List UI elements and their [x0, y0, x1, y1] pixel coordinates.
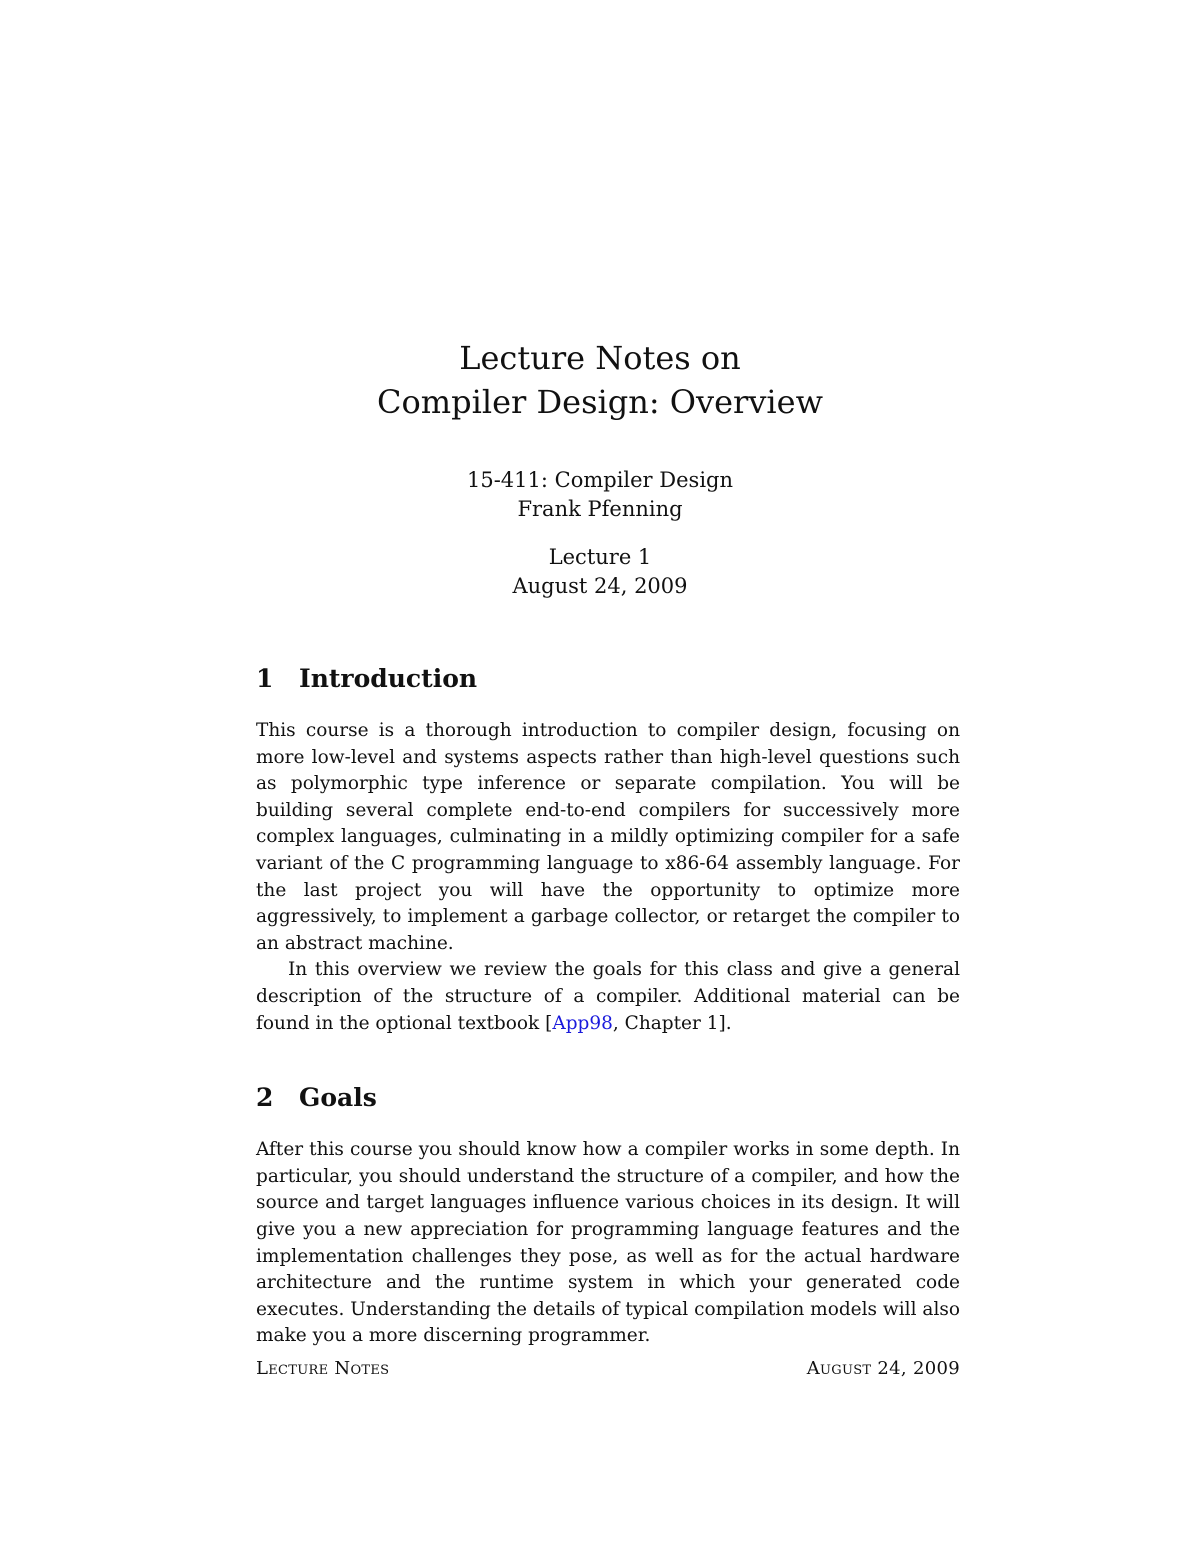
author-name: Frank Pfenning	[517, 497, 683, 521]
paragraph-text: , Chapter 1].	[612, 1012, 732, 1034]
footer-left: Lecture Notes	[256, 1358, 390, 1379]
section-heading	[256, 1079, 960, 1117]
lecture-label: Lecture 1	[548, 545, 652, 569]
paragraph-text: In this overview we review the goals for this class and give a general description of the structure of a compiler. Additional material can be found in the optional textbook [	[256, 959, 960, 1034]
course-name: 15-411: Compiler Design	[466, 468, 734, 492]
course-info	[0, 466, 1200, 524]
lecture-date: August 24, 2009	[512, 574, 688, 598]
section-heading	[256, 660, 960, 698]
paragraph	[256, 957, 960, 1037]
lecture-info	[0, 543, 1200, 601]
paragraph: This course is a thorough introduction to compiler design, focusing on more low-level and systems aspects rather than high-level questions such as polymorphic type inference or separate compilation. You will be building several complete end-to-end compilers for successively more complex languages, culminating in a mildly optimizing compiler for a safe variant of the C programming language to x86-64 assembly language. For the last project you will have the opportunity to optimize more aggressively, to implement a garbage collector, or retarget the compiler to an abstract machine.	[256, 720, 960, 954]
citation-link[interactable]: App98	[552, 1012, 613, 1034]
section-number: 1	[256, 664, 274, 693]
section-number: 2	[256, 1083, 274, 1113]
section-title: Introduction	[299, 664, 478, 693]
section-title: Goals	[299, 1083, 377, 1113]
paragraph: After this course you should know how a compiler works in some depth. In particular, you should understand the structure of a compiler, and how the source and target languages influence various choices in its design. It will give you a new appreciation for programming language features and the implementation challenges they pose, as well as for the actual hardware architecture and the runtime system in which your generated code executes. Understanding the details of typical compilation models will also make you a more discerning programmer.	[256, 1139, 960, 1347]
page-footer	[256, 1358, 960, 1379]
main-content	[256, 660, 960, 1350]
title-line-1: Lecture Notes on	[459, 339, 741, 377]
section-goals	[256, 1079, 960, 1350]
footer-right: August 24, 2009	[806, 1358, 960, 1379]
title-block	[0, 336, 1200, 601]
title-line-2: Compiler Design: Overview	[377, 383, 823, 421]
section-introduction	[256, 660, 960, 1037]
